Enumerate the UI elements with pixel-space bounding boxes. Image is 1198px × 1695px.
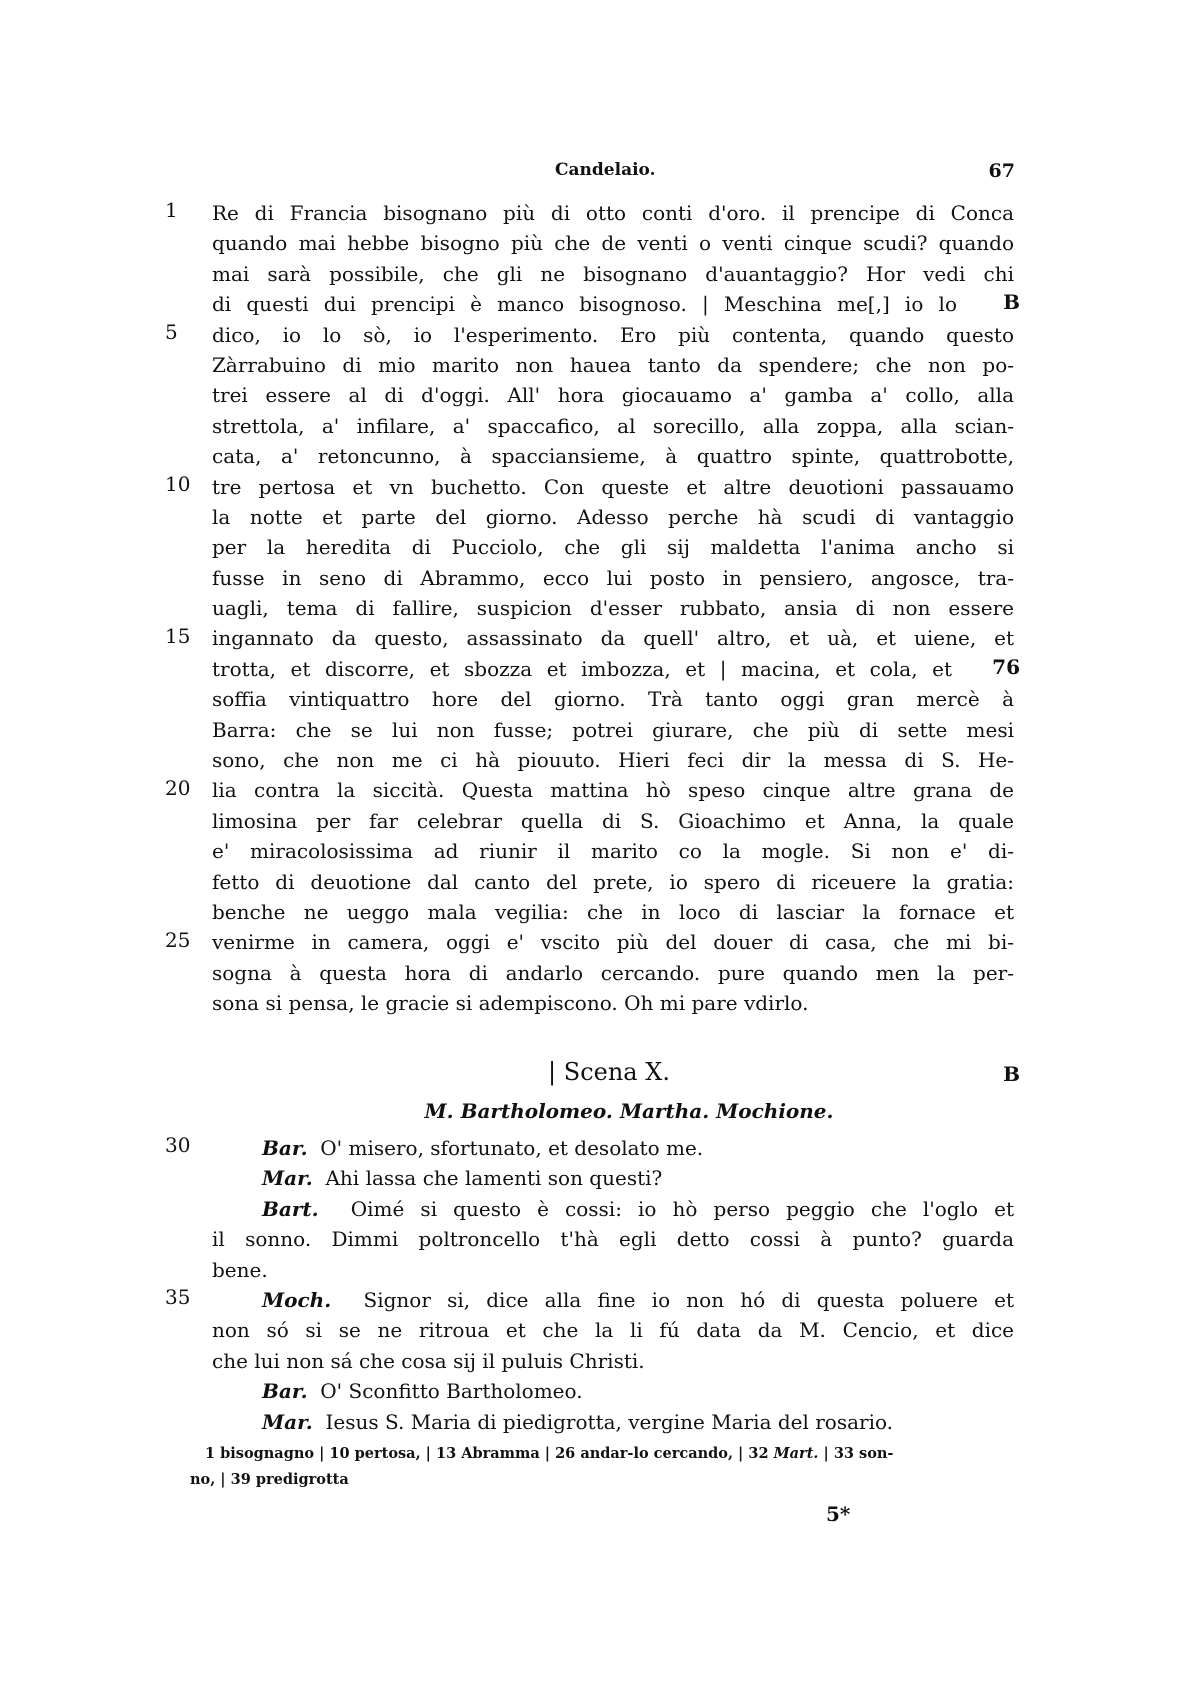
text-line: di questi dui prencipi è manco bisognoso. | Meschina me[,] io lo <box>212 292 957 317</box>
text-line: e' miracolosissima ad riunir il marito co la mogle. Si non e' di- <box>212 839 1014 864</box>
text-line: ingannato da questo, assassinato da quell' altro, et uà, et uiene, et <box>212 626 1014 651</box>
dialogue-line <box>212 1194 1014 1224</box>
text-line: fusse in seno di Abrammo, ecco lui posto in pensiero, angosce, tra- <box>212 565 1014 590</box>
line-number-10: 10 <box>165 472 191 496</box>
dialogue-text: Ahi lassa che lamenti son questi? <box>325 1166 663 1191</box>
dialogue-line <box>212 1163 1014 1193</box>
margin-mark-b: B <box>1003 290 1020 314</box>
text-line: Zàrrabuino di mio marito non hauea tanto da spendere; che non po- <box>212 352 1014 377</box>
speaker-label: Mar. <box>262 1409 313 1434</box>
text-line: cata, a' retoncunno, à spacciansieme, à quattro spinte, quattrobotte, <box>212 444 1014 469</box>
dialogue-line: non só si se ne ritroua et che la li fú data da M. Cencio, et dice <box>212 1318 1014 1343</box>
text-line: tre pertosa et vn buchetto. Con queste et altre deuotioni passauamo <box>212 474 1014 499</box>
characters-text: M. Bartholomeo. Martha. Mochione. <box>424 1099 834 1123</box>
text-line: soffia vintiquattro hore del giorno. Trà tanto oggi gran mercè à <box>212 687 1014 712</box>
footnote-block <box>190 1441 1014 1493</box>
dialogue-text: O' misero, sfortunato, et desolato me. <box>320 1136 704 1160</box>
dialogue-text: Signor si, dice alla fine io non hó di questa poluere et <box>363 1287 1014 1312</box>
margin-mark-76: 76 <box>992 655 1020 679</box>
footnote-line <box>190 1441 1014 1467</box>
page-header <box>170 160 1015 190</box>
text-line: trotta, et discorre, et sbozza et imbozza, et | macina, et cola, et <box>212 656 952 681</box>
text-line: quando mai hebbe bisogno più che de venti o venti cinque scudi? quando <box>212 231 1014 256</box>
prose-block <box>212 198 1014 1019</box>
line-number-30: 30 <box>165 1133 191 1157</box>
text-line: limosina per far celebrar quella di S. Gioachimo et Anna, la quale <box>212 808 1014 833</box>
scene-heading-text: | Scena X. <box>548 1058 670 1086</box>
dialogue-text: Iesus S. Maria di piedigrotta, vergine Maria del rosario. <box>325 1409 894 1434</box>
line-number-20: 20 <box>165 776 191 800</box>
dialogue-line <box>212 1133 1014 1163</box>
text-line: Barra: che se lui non fusse; potrei giurare, che più di sette mesi <box>212 717 1014 742</box>
text-line: benche ne ueggo mala vegilia: che in loco di lasciar la fornace et <box>212 899 1014 924</box>
dialogue-block <box>212 1133 1014 1437</box>
line-number-15: 15 <box>165 624 191 648</box>
dialogue-text: O' Sconfitto Bartholomeo. <box>320 1379 583 1404</box>
dialogue-line: il sonno. Dimmi poltroncello t'hà egli detto cossi à punto? guarda <box>212 1227 1014 1252</box>
speaker-label: Moch. <box>262 1287 332 1312</box>
text-line: venirme in camera, oggi e' vscito più del douer di casa, che mi bi- <box>212 930 1014 955</box>
page-number: 67 <box>988 160 1015 182</box>
text-line: mai sarà possibile, che gli ne bisognano d'auantaggio? Hor vedi chi <box>212 261 1014 286</box>
signature-mark: 5* <box>826 1502 851 1526</box>
dialogue-line <box>212 1407 1014 1437</box>
speaker-label: Mar. <box>262 1166 313 1191</box>
margin-mark-b-scene: B <box>1003 1062 1020 1086</box>
text-line: la notte et parte del giorno. Adesso perche hà scudi di vantaggio <box>212 504 1014 529</box>
scene-characters <box>0 1099 1198 1131</box>
dialogue-line: bene. <box>212 1257 268 1282</box>
text-line: strettola, a' infilare, a' spaccafico, al sorecillo, alla zoppa, alla scian- <box>212 413 1014 438</box>
text-line: Re di Francia bisognano più di otto conti d'oro. il prencipe di Conca <box>212 201 1014 225</box>
line-number-1: 1 <box>165 198 178 222</box>
text-line: fetto di deuotione dal canto del prete, io spero di riceuere la gratia: <box>212 869 1014 894</box>
line-number-5: 5 <box>165 320 178 344</box>
speaker-label: Bar. <box>262 1379 308 1404</box>
dialogue-text: Oimé si questo è cossi: io hò perso peggio che l'oglo et <box>350 1196 1014 1221</box>
dialogue-line <box>212 1285 1014 1315</box>
text-line: sono, che non me ci hà piouuto. Hieri feci dir la messa di S. He- <box>212 748 1014 773</box>
text-line: lia contra la siccità. Questa mattina hò speso cinque altre grana de <box>212 778 1014 803</box>
text-line: sona si pensa, le gracie si adempiscono. Oh mi pare vdirlo. <box>212 991 809 1016</box>
text-line: dico, io lo sò, io l'esperimento. Ero più contenta, quando questo <box>212 322 1014 347</box>
footnote-italic: Mart. <box>773 1445 819 1462</box>
running-title: Candelaio. <box>555 160 656 180</box>
footnote-line: no, | 39 predigrotta <box>190 1471 349 1488</box>
footnote-text: | 33 son- <box>818 1445 894 1462</box>
speaker-label: Bar. <box>262 1136 308 1160</box>
speaker-label: Bart. <box>262 1196 319 1221</box>
footnote-text: 1 bisognagno | 10 pertosa, | 13 Abramma | 26 andar-lo cercando, | 32 <box>205 1445 774 1462</box>
text-line: trei essere al di d'oggi. All' hora giocauamo a' gamba a' collo, alla <box>212 383 1014 408</box>
line-number-35: 35 <box>165 1285 191 1309</box>
text-line: sogna à questa hora di andarlo cercando. pure quando men la per- <box>212 960 1014 985</box>
scene-heading <box>0 1058 1198 1094</box>
line-number-25: 25 <box>165 928 191 952</box>
dialogue-line <box>212 1376 1014 1406</box>
text-line: uagli, tema di fallire, suspicion d'esser rubbato, ansia di non essere <box>212 596 1014 621</box>
dialogue-line: che lui non sá che cosa sij il puluis Christi. <box>212 1348 645 1373</box>
text-line: per la heredita di Pucciolo, che gli sij maldetta l'anima ancho si <box>212 535 1014 560</box>
